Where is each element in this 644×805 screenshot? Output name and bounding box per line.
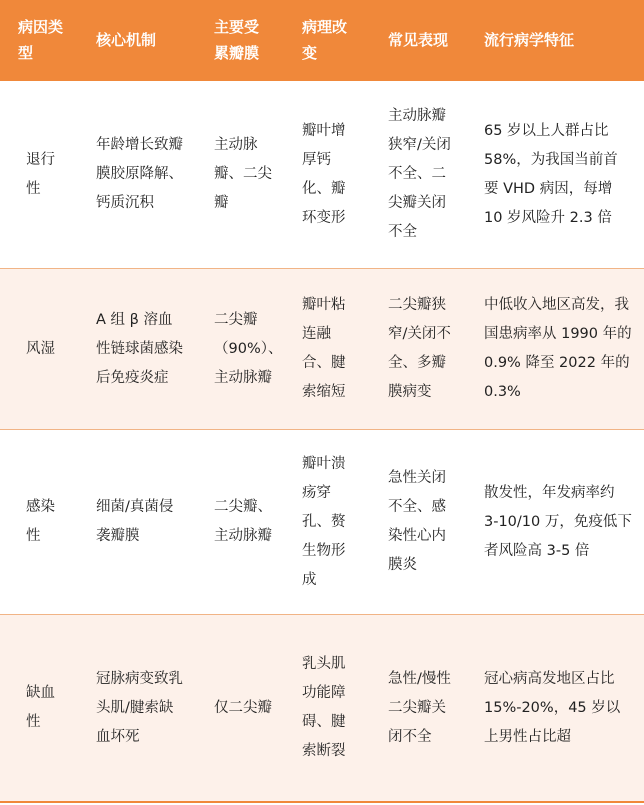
cell-mechanism: 年龄增长致瓣膜胶原降解、钙质沉积 bbox=[78, 80, 196, 269]
cell-manifestation: 急性/慢性二尖瓣关闭不全 bbox=[370, 615, 466, 803]
cell-type: 退行性 bbox=[0, 80, 78, 269]
cell-valves: 主动脉瓣、二尖瓣 bbox=[196, 80, 284, 269]
table-row bbox=[0, 269, 644, 430]
cell-valves: 二尖瓣（90%）、主动脉瓣 bbox=[196, 269, 284, 430]
table-row bbox=[0, 430, 644, 615]
table-row bbox=[0, 615, 644, 803]
cell-epidemiology: 65 岁以上人群占比 58%，为我国当前首要 VHD 病因，每增 10 岁风险升 2.3 倍 bbox=[466, 80, 644, 269]
cell-pathology: 瓣叶增厚钙化、瓣环变形 bbox=[284, 80, 370, 269]
cell-type: 感染性 bbox=[0, 430, 78, 615]
cell-epidemiology: 冠心病高发地区占比 15%-20%，45 岁以上男性占比超 bbox=[466, 615, 644, 803]
cell-mechanism: A 组 β 溶血性链球菌感染后免疫炎症 bbox=[78, 269, 196, 430]
cell-manifestation: 主动脉瓣狭窄/关闭不全、二尖瓣关闭不全 bbox=[370, 80, 466, 269]
table-row bbox=[0, 80, 644, 269]
header-mechanism: 核心机制 bbox=[78, 0, 196, 80]
cell-epidemiology: 散发性，年发病率约 3-10/10 万，免疫低下者风险高 3-5 倍 bbox=[466, 430, 644, 615]
cell-pathology: 瓣叶粘连融合、腱索缩短 bbox=[284, 269, 370, 430]
header-epidemiology: 流行病学特征 bbox=[466, 0, 644, 80]
header-row bbox=[0, 0, 644, 80]
cell-manifestation: 急性关闭不全、感染性心内膜炎 bbox=[370, 430, 466, 615]
header-pathology: 病理改变 bbox=[284, 0, 370, 80]
cell-type: 缺血性 bbox=[0, 615, 78, 803]
cell-type: 风湿 bbox=[0, 269, 78, 430]
cell-manifestation: 二尖瓣狭窄/关闭不全、多瓣膜病变 bbox=[370, 269, 466, 430]
header-type: 病因类型 bbox=[0, 0, 78, 80]
cell-epidemiology: 中低收入地区高发，我国患病率从 1990 年的 0.9% 降至 2022 年的 0.3% bbox=[466, 269, 644, 430]
header-manifestation: 常见表现 bbox=[370, 0, 466, 80]
cell-pathology: 乳头肌功能障碍、腱索断裂 bbox=[284, 615, 370, 803]
cell-valves: 仅二尖瓣 bbox=[196, 615, 284, 803]
header-valves: 主要受累瓣膜 bbox=[196, 0, 284, 80]
cell-mechanism: 冠脉病变致乳头肌/腱索缺血坏死 bbox=[78, 615, 196, 803]
cell-mechanism: 细菌/真菌侵袭瓣膜 bbox=[78, 430, 196, 615]
cell-pathology: 瓣叶溃疡穿孔、赘生物形成 bbox=[284, 430, 370, 615]
cell-valves: 二尖瓣、主动脉瓣 bbox=[196, 430, 284, 615]
